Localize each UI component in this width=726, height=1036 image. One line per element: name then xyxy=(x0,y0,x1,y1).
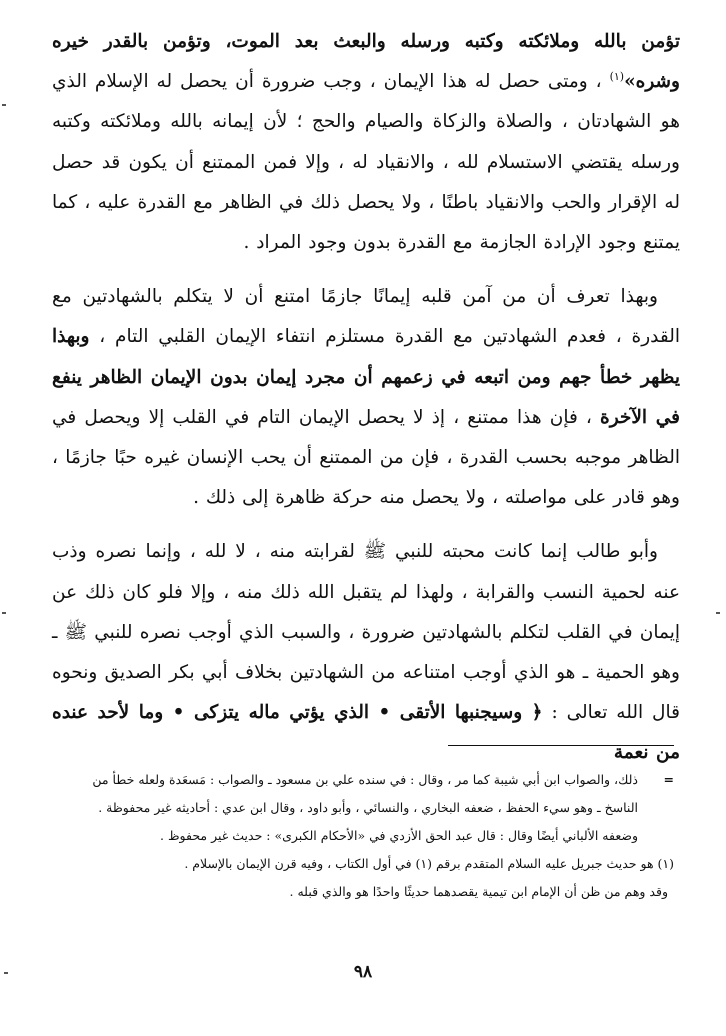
paragraph-1-lead: تؤمن بالله وملائكته وكتبه ورسله والبعث بعد الموت، وتؤمن بالقدر خيره وشره» xyxy=(52,31,680,93)
paragraph-1 xyxy=(52,22,680,263)
footnotes xyxy=(60,766,674,906)
paragraph-2-bold: وبهذا يظهر خطأ جهم ومن اتبعه في زعمهم أن مجرد إيمان بدون الإيمان الظاهر ينفع في الآخرة xyxy=(52,326,680,428)
footnote-continuation xyxy=(60,766,674,850)
paragraph-3-lead: وأبو طالب إنما كانت محبته للنبي ﷺ لقرابته منه ، لا لله ، وإنما نصره وذب عنه لحمية النسب والقرابة ، ولهذا لم يتقبل الله ذلك منه ، وإلا فلو كان ذلك عن إيمان في القلب لتكلم بالشهادتين ضرورة ، والسبب الذي أوجب نصره للنبي ﷺ ـ وهو الحمية ـ هو الذي أوجب امتناعه من الشهادتين بخلاف أبي بكر الصديق ونحوه قال الله تعالى : xyxy=(52,541,680,724)
footnote-1: (١) هو حديث جبريل عليه السلام المتقدم برقم (١) في أول الكتاب ، وفيه قرن الإيمان بالإسلام . xyxy=(184,856,674,871)
paragraph-1-rest: ، ومتى حصل له هذا الإيمان ، وجب ضرورة أن يحصل له الإسلام الذي هو الشهادتان ، والصلاة والزكاة والصيام والحج ؛ لأن إيمانه بالله وملائكته وكتبه ورسله يقتضي الاستسلام لله ، والانقياد له ، وإلا فمن الممتنع أن يكون قد حصل له الإقرار والحب والانقياد باطنًا ، ولا يحصل ذلك في الظاهر مع القدرة عليه ، كما يمتنع وجود الإرادة الجازمة مع القدرة بدون وجود المراد . xyxy=(52,71,680,254)
scan-margin-mark xyxy=(4,972,8,974)
scan-margin-mark xyxy=(2,612,6,614)
footnote-ref-1: (١) xyxy=(609,70,625,84)
paragraph-2 xyxy=(52,277,680,518)
footnote-continuation-text: ذلك، والصواب ابن أبي شيبة كما مر ، وقال : في سنده علي بن مسعود ـ والصواب : مَسعَدة ولعله خطأ من الناسخ ـ وهو سيء الحفظ ، ضعفه البخاري ، والنسائي ، وأبو داود ، وقال ابن عدي : أحاديثه غير محفوظة . وضعفه الألباني أيضًا وقال : قال عبد الحق الأزدي في «الأحكام الكبرى» : حديث غير محفوظ . xyxy=(92,772,638,843)
scan-margin-mark xyxy=(2,104,6,106)
footnote-separator xyxy=(448,745,674,746)
paragraph-2-lead: وبهذا تعرف أن من آمن قلبه إيمانًا جازمًا امتنع أن لا يتكلم بالشهادتين مع القدرة ، فعدم الشهادتين مع القدرة مستلزم انتفاء الإيمان القلبي التام ، xyxy=(52,286,680,348)
paragraph-2-rest: ، فإن هذا ممتنع ، إذ لا يحصل الإيمان التام في القلب إلا ويحصل في الظاهر موجبه بحسب القدرة ، فإن من الممتنع أن يحب الإنسان غيره حبًا جازمًا ، وهو قادر على مواصلته ، ولا يحصل منه حركة ظاهرة إلى ذلك . xyxy=(52,406,681,509)
main-text xyxy=(52,22,680,774)
footnote-1-continued: وقد وهم من ظن أن الإمام ابن تيمية يقصدهما حديثًا واحدًا هو والذي قبله . xyxy=(289,884,668,899)
continuation-mark: = xyxy=(663,772,674,787)
quran-quote: ﴿ وسيجنبها الأتقى • الذي يؤتي ماله يتزكى • وما لأحد عنده من نعمة xyxy=(52,702,680,764)
paragraph-3 xyxy=(52,532,680,773)
scan-margin-mark xyxy=(716,612,720,614)
page-number: ٩٨ xyxy=(353,962,373,982)
